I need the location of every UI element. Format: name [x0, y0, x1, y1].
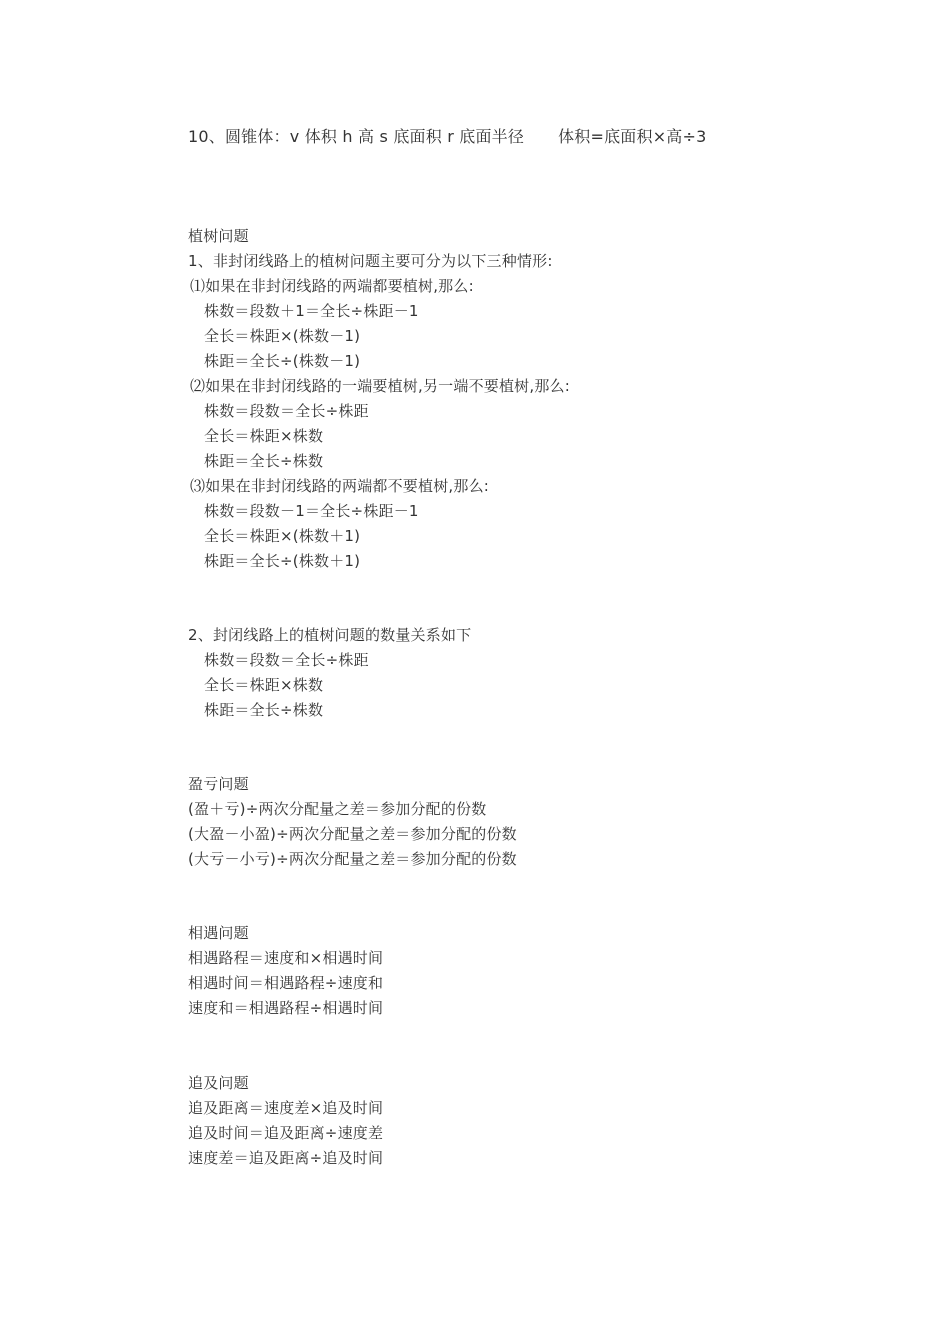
chasing-title: 追及问题 [188, 1074, 249, 1092]
tree-case3-formula: 株数＝段数－1＝全长÷株距－1 [204, 502, 419, 520]
chasing-formula: 追及时间＝追及距离÷速度差 [188, 1124, 384, 1142]
tree-case3-formula: 全长＝株距×(株数＋1) [204, 527, 361, 545]
tree-section2-formula: 株数＝段数＝全长÷株距 [204, 651, 369, 669]
tree-planting-title: 植树问题 [188, 227, 249, 245]
tree-section2-formula: 全长＝株距×株数 [204, 676, 324, 694]
meeting-title: 相遇问题 [188, 924, 249, 942]
cone-volume-formula: 体积=底面积×高÷3 [558, 127, 707, 146]
tree-case2-heading: ⑵如果在非封闭线路的一端要植树,另一端不要植树,那么: [190, 377, 570, 395]
chasing-formula: 速度差＝追及距离÷追及时间 [188, 1149, 384, 1167]
profit-loss-formula: (大盈－小盈)÷两次分配量之差＝参加分配的份数 [188, 825, 517, 843]
tree-section1-heading: 1、非封闭线路上的植树问题主要可分为以下三种情形: [188, 252, 553, 270]
meeting-formula: 相遇时间＝相遇路程÷速度和 [188, 974, 384, 992]
tree-case1-formula: 全长＝株距×(株数－1) [204, 327, 361, 345]
tree-case1-heading: ⑴如果在非封闭线路的两端都要植树,那么: [190, 277, 474, 295]
tree-section2-formula: 株距＝全长÷株数 [204, 701, 324, 719]
tree-case2-formula: 株距＝全长÷株数 [204, 452, 324, 470]
tree-case3-heading: ⑶如果在非封闭线路的两端都不要植树,那么: [190, 477, 490, 495]
profit-loss-title: 盈亏问题 [188, 775, 249, 793]
tree-case3-formula: 株距＝全长÷(株数＋1) [204, 552, 361, 570]
meeting-formula: 速度和＝相遇路程÷相遇时间 [188, 999, 384, 1017]
cone-definition: 10、圆锥体：v 体积 h 高 s 底面积 r 底面半径 [188, 127, 525, 146]
tree-case1-formula: 株数＝段数＋1＝全长÷株距－1 [204, 302, 419, 320]
tree-case2-formula: 全长＝株距×株数 [204, 427, 324, 445]
profit-loss-formula: (盈＋亏)÷两次分配量之差＝参加分配的份数 [188, 800, 487, 818]
tree-section2-heading: 2、封闭线路上的植树问题的数量关系如下 [188, 626, 472, 644]
profit-loss-formula: (大亏－小亏)÷两次分配量之差＝参加分配的份数 [188, 850, 517, 868]
cone-formula-line [188, 127, 707, 147]
meeting-formula: 相遇路程＝速度和×相遇时间 [188, 949, 384, 967]
chasing-formula: 追及距离＝速度差×追及时间 [188, 1099, 384, 1117]
tree-case1-formula: 株距＝全长÷(株数－1) [204, 352, 361, 370]
tree-case2-formula: 株数＝段数＝全长÷株距 [204, 402, 369, 420]
